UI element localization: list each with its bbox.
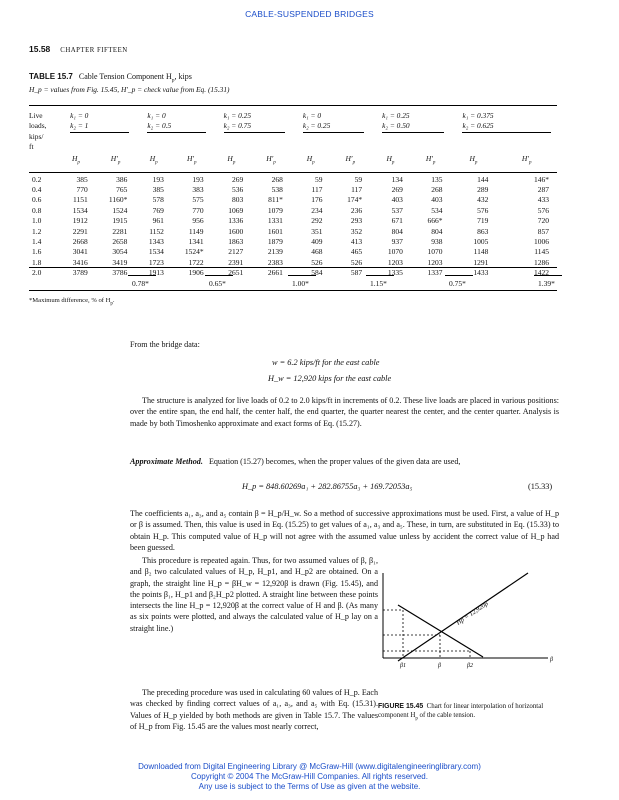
group-k2: k₂ = 0.75 [224, 121, 285, 132]
group-header [56, 108, 135, 153]
page-number: 15.58 [29, 44, 51, 54]
footer-line-3: Any use is subject to the Terms of Use as given at the website. [198, 782, 421, 791]
value-cell: 938 [431, 236, 443, 246]
table-row [29, 175, 557, 185]
chapter-label: CHAPTER FIFTEEN [60, 47, 128, 54]
table-row [29, 237, 557, 247]
col-hp [291, 153, 331, 172]
value-cell: 1337 [427, 268, 443, 278]
value-cell: 1915 [112, 216, 128, 226]
value-cell: 576 [477, 205, 489, 215]
label-beta2: β2 [467, 663, 473, 669]
col-hp-prime [330, 153, 370, 172]
value-cell: 3054 [112, 247, 128, 257]
group-k2: k₂ = 0.625 [462, 121, 551, 132]
value-cell: 2661 [267, 268, 283, 278]
live-load-cell: 0.6 [32, 195, 42, 205]
value-cell: 289 [477, 184, 489, 194]
col-head-sub: p [391, 160, 395, 166]
value-cell: 1331 [267, 216, 283, 226]
value-cell: 134 [391, 174, 403, 184]
value-cell: 3416 [72, 257, 88, 267]
caption-sub: p [415, 716, 418, 722]
value-cell: 803 [231, 195, 244, 205]
max-difference-value: 0.78* [132, 279, 149, 288]
value-cell: 587 [350, 268, 363, 278]
value-cell: 3786 [112, 268, 128, 278]
live-load-cell: 1.2 [32, 226, 42, 236]
value-cell: 2127 [228, 247, 244, 257]
table-bottom-rule [29, 290, 557, 291]
footnote-text: *Maximum difference, % of H [29, 297, 111, 304]
value-cell: 863 [477, 226, 489, 236]
equation-w [272, 358, 379, 367]
caption-end: of the cable tension. [417, 712, 476, 719]
value-cell: 1912 [72, 216, 88, 226]
caption-label: FIGURE 15.45 [378, 703, 424, 710]
value-cell: 1433 [473, 268, 489, 278]
value-cell: 1336 [228, 216, 244, 226]
col-head-text: H′ [110, 153, 118, 163]
value-cell: 1203 [427, 257, 443, 267]
paragraph-2: The coefficients a₁, a₃, and a₅ contain β = H_p/H_w. So a method of successive approximations must be used. First, a value of H_p or β is assumed. Then, this value is used in Eq. (15.25) to get values of a₁, a₃ and a₅. These, in turn, are substituted in Eq. (15.33) to obtain H_p. This computed value of H_p will not agree with the assumed value unless by accident the correct value of H_p had been guessed. [130, 509, 559, 552]
col-hp-prime [172, 153, 212, 172]
col-head-sub: p [155, 160, 158, 166]
value-cell: 770 [192, 205, 204, 215]
value-cell: 1160* [108, 195, 128, 205]
table-subtitle: H_p = values from Fig. 15.45, H′_p = check value from Eq. (15.31) [29, 85, 230, 94]
value-cell: 193 [152, 174, 164, 184]
figure-caption [378, 702, 560, 723]
value-cell: 193 [192, 174, 204, 184]
col-head-text: H [71, 153, 78, 163]
max-difference-rule [445, 275, 473, 276]
table-title-sub: p [171, 77, 175, 84]
value-cell: 403 [431, 195, 443, 205]
group-k2: k₂ = 0.5 [147, 121, 205, 132]
table-header-row [29, 108, 557, 153]
value-cell: 1601 [267, 226, 283, 236]
value-cell: 1341 [188, 236, 204, 246]
col-hp-prime [411, 153, 451, 172]
value-cell: 413 [350, 236, 363, 246]
value-cell: 383 [192, 184, 204, 194]
value-cell: 1203 [387, 257, 403, 267]
col-head-sub: p [312, 160, 315, 166]
group-header [450, 108, 557, 153]
col-hp [212, 153, 252, 172]
table-row [29, 195, 557, 205]
value-cell: 671 [391, 216, 403, 226]
col-head-text: H′ [521, 153, 529, 163]
max-difference-value: 1.39* [538, 279, 555, 288]
table-row [29, 247, 557, 257]
value-cell: 575 [192, 195, 204, 205]
table-col-row [29, 153, 557, 172]
value-cell: 1079 [267, 205, 283, 215]
value-cell: 135 [431, 174, 443, 184]
value-cell: 1070 [427, 247, 443, 257]
value-cell: 1534 [148, 247, 164, 257]
equation-number: (15.33) [528, 482, 553, 491]
table-title [29, 72, 192, 84]
col-hp-prime [251, 153, 291, 172]
value-cell: 59 [354, 174, 363, 184]
paragraph-4: The preceding procedure was used in calculating 60 values of H_p. Each was checked by finding correct values of a₁, a₃, and a₅ with Eq. (15.31). Values of H_p yielded by both methods are given in Table 15.7. The values of H_p from Fig. 15.45 are the values most nearly correct, [130, 688, 378, 731]
footnote-end: . [112, 297, 115, 304]
value-cell: 1913 [148, 268, 164, 278]
col-hp-prime [496, 153, 557, 172]
live-load-cell: 1.6 [32, 247, 42, 257]
max-difference-rule [534, 275, 562, 276]
eq3-text: H_p = 848.60269a₁ + 282.86755a₃ + 169.72053a₅ [242, 482, 413, 491]
value-cell: 1006 [534, 236, 549, 246]
value-cell: 1534 [72, 205, 88, 215]
value-cell: 385 [152, 184, 164, 194]
eq-w-text: w = 6.2 kips/ft for the east cable [272, 358, 380, 367]
value-cell: 537 [391, 205, 403, 215]
page-heading [29, 44, 128, 54]
col-head-sub: p [474, 160, 478, 166]
value-cell: 1149 [188, 226, 204, 236]
live-load-cell: 0.4 [32, 184, 42, 194]
col-head-sub: p [117, 160, 121, 166]
row-header-spacer [29, 153, 56, 172]
value-cell: 2281 [112, 226, 128, 236]
footnote-sub: p [110, 301, 113, 307]
value-cell: 1070 [387, 247, 403, 257]
value-cell: 769 [152, 205, 164, 215]
group-k1: k₁ = 0.375 [462, 111, 494, 120]
col-head-text: H [386, 153, 392, 163]
equation-15-33 [242, 482, 412, 491]
value-cell: 956 [192, 216, 204, 226]
row-header-line: Live [29, 111, 43, 120]
row-header [29, 108, 56, 153]
value-cell: 811* [268, 195, 283, 205]
col-head-sub: p [432, 160, 436, 166]
col-hp [56, 153, 96, 172]
value-cell: 117 [351, 184, 363, 194]
value-cell: 1291 [473, 257, 489, 267]
value-cell: 1148 [473, 247, 489, 257]
group-k2: k₂ = 1 [70, 121, 129, 132]
value-cell: 144 [477, 174, 489, 184]
value-cell: 1005 [473, 236, 489, 246]
col-head-text: H′ [266, 153, 274, 163]
group-k2: k₂ = 0.50 [382, 121, 444, 132]
value-cell: 1722 [188, 257, 204, 267]
max-difference-value: 1.00* [292, 279, 309, 288]
col-head-text: H [469, 153, 475, 163]
value-cell: 409 [311, 236, 323, 246]
col-hp [135, 153, 172, 172]
approx-heading: Approximate Method. [130, 457, 203, 466]
value-cell: 937 [391, 236, 403, 246]
table-row [29, 268, 557, 278]
live-load-cell: 1.0 [32, 216, 42, 226]
value-cell: 3789 [72, 268, 88, 278]
value-cell: 576 [537, 205, 549, 215]
value-cell: 2651 [228, 268, 244, 278]
value-cell: 1286 [534, 257, 549, 267]
value-cell: 59 [314, 174, 323, 184]
col-head-sub: p [528, 160, 532, 166]
value-cell: 3041 [72, 247, 88, 257]
cable-tension-table [29, 108, 557, 279]
footer-line-2: Copyright © 2004 The McGraw-Hill Companies. All rights reserved. [191, 772, 428, 781]
value-cell: 268 [271, 174, 283, 184]
max-difference-rule [128, 275, 156, 276]
col-head-sub: p [77, 160, 80, 166]
paragraph-3: This procedure is repeated again. Thus, for two assumed values of β, β₁, and β₂ two calculated values of H_p, H_p1, and H_p2 are obtained. On a graph, the straight line H_p = βH_w = 12,920β is drawn (Fig. 15.45), and the points β₁, H_p1 and β₂H_p2 plotted. A straight line between these points intersects the line H_p = 12,920β at the correct value of H and β. (As many as six points were plotted, and always the calculated value of H_p lay on a straight line.) [130, 556, 378, 633]
row-header-line: ft [29, 142, 34, 152]
table-title-text: Cable Tension Component H [78, 72, 172, 81]
max-difference-rule [366, 275, 394, 276]
value-cell: 526 [311, 257, 323, 267]
value-cell: 268 [431, 184, 443, 194]
value-cell: 719 [477, 216, 489, 226]
col-hp [450, 153, 496, 172]
value-cell: 2291 [72, 226, 88, 236]
value-cell: 804 [391, 226, 403, 236]
paragraph-approx [130, 456, 559, 467]
value-cell: 2139 [267, 247, 283, 257]
approx-text: Equation (15.27) becomes, when the proper values of the given data are used, [208, 457, 461, 466]
table-row [29, 227, 557, 237]
value-cell: 2391 [228, 257, 244, 267]
col-head-text: H′ [186, 153, 195, 163]
col-hp-prime [96, 153, 136, 172]
label-beta: β [438, 663, 441, 669]
max-difference-value: 1.15* [370, 279, 387, 288]
value-cell: 432 [477, 195, 489, 205]
value-cell: 1335 [387, 268, 403, 278]
group-k1: k₁ = 0.25 [382, 111, 410, 120]
value-cell: 174* [347, 195, 363, 205]
value-cell: 804 [431, 226, 443, 236]
value-cell: 578 [152, 195, 164, 205]
value-cell: 1524 [112, 205, 128, 215]
value-cell: 176 [311, 195, 323, 205]
group-k2: k₂ = 0.25 [303, 121, 364, 132]
value-cell: 1145 [534, 247, 549, 257]
table-top-rule [29, 105, 557, 106]
table-title-unit: , kips [174, 72, 192, 81]
live-load-cell: 1.8 [32, 257, 42, 267]
value-cell: 269 [231, 174, 244, 184]
value-cell: 465 [350, 247, 363, 257]
table-data-bottom-rule [29, 267, 557, 268]
value-cell: 351 [311, 226, 323, 236]
table-row [29, 206, 557, 216]
value-cell: 3419 [112, 257, 128, 267]
group-header [212, 108, 291, 153]
value-cell: 269 [391, 184, 403, 194]
group-header [135, 108, 211, 153]
group-k1: k₁ = 0 [302, 111, 322, 120]
footer [0, 762, 619, 792]
table-label: TABLE 15.7 [29, 72, 73, 81]
value-cell: 765 [116, 184, 128, 194]
value-cell: 584 [311, 268, 323, 278]
group-k1: k₁ = 0.25 [223, 111, 252, 120]
value-cell: 293 [350, 216, 363, 226]
table-row [29, 185, 557, 195]
value-cell: 1524* [184, 247, 204, 257]
value-cell: 1863 [228, 236, 244, 246]
max-difference-rule [205, 275, 233, 276]
value-cell: 1723 [148, 257, 164, 267]
figure-15-45 [378, 565, 560, 673]
value-cell: 534 [431, 205, 443, 215]
label-beta-axis: β [550, 657, 553, 663]
value-cell: 666* [427, 216, 443, 226]
value-cell: 1151 [73, 195, 88, 205]
live-load-cell: 0.8 [32, 205, 42, 215]
value-cell: 117 [311, 184, 323, 194]
max-difference-rule [288, 275, 316, 276]
value-cell: 385 [76, 174, 88, 184]
col-head-text: H [306, 153, 313, 163]
group-k1: k₁ = 0 [147, 111, 166, 120]
value-cell: 536 [231, 184, 244, 194]
label-beta1: β1 [400, 663, 406, 669]
caption-text: Chart for linear interpolation of horizontal component H [378, 703, 544, 719]
value-cell: 352 [350, 226, 363, 236]
value-cell: 961 [152, 216, 164, 226]
value-cell: 2383 [267, 257, 283, 267]
running-header: CABLE-SUSPENDED BRIDGES [245, 9, 374, 19]
value-cell: 292 [311, 216, 323, 226]
value-cell: 236 [350, 205, 363, 215]
footer-line-1[interactable]: Downloaded from Digital Engineering Library @ McGraw-Hill (www.digitalengineeringlibrary.com) [138, 762, 481, 771]
value-cell: 468 [311, 247, 323, 257]
max-difference-value: 0.75* [449, 279, 466, 288]
col-head-sub: p [232, 160, 236, 166]
value-cell: 234 [311, 205, 323, 215]
paragraph-1: The structure is analyzed for live loads of 0.2 to 2.0 kips/ft in increments of 0.2. These live loads are placed in various positions: over the entire span, the end half, the center half, the end quarter, the quarter nearest the center, and the center quarter. Analysis is made by both Timoshenko approximate and exact forms of Eq. (15.27). [130, 396, 559, 428]
intro-text: From the bridge data: [130, 340, 200, 349]
eq-hw-text: H_w = 12,920 kips for the east cable [268, 374, 392, 383]
live-load-cell: 0.2 [32, 174, 42, 184]
row-header-line: kips/ [29, 131, 44, 141]
value-cell: 1152 [149, 226, 164, 236]
value-cell: 403 [391, 195, 403, 205]
value-cell: 1600 [228, 226, 244, 236]
value-cell: 146* [534, 174, 549, 184]
equation-hw [268, 374, 391, 383]
value-cell: 1906 [188, 268, 204, 278]
live-load-cell: 2.0 [32, 268, 42, 278]
row-header-line: loads, [29, 121, 47, 131]
table-row [29, 216, 557, 226]
live-load-cell: 1.4 [32, 236, 42, 246]
value-cell: 386 [116, 174, 128, 184]
col-head-text: H′ [345, 153, 353, 163]
col-head-text: H [149, 153, 156, 163]
col-hp [370, 153, 411, 172]
value-cell: 857 [537, 226, 549, 236]
group-header [291, 108, 370, 153]
value-cell: 433 [537, 195, 549, 205]
col-head-text: H′ [425, 153, 433, 163]
group-k1: k₁ = 0 [70, 111, 89, 120]
col-head-text: H [227, 153, 233, 163]
col-head-sub: p [273, 160, 276, 166]
value-cell: 1879 [267, 236, 283, 246]
table-footnote [29, 297, 115, 306]
value-cell: 538 [271, 184, 283, 194]
col-head-sub: p [194, 160, 197, 166]
group-header [370, 108, 450, 153]
value-cell: 2658 [112, 236, 128, 246]
value-cell: 720 [537, 216, 549, 226]
label-hp-line: Hp = 12,920β [455, 600, 490, 627]
value-cell: 287 [537, 184, 549, 194]
max-difference-value: 0.65* [209, 279, 226, 288]
value-cell: 2668 [72, 236, 88, 246]
value-cell: 1069 [228, 205, 244, 215]
col-head-sub: p [352, 160, 356, 166]
value-cell: 1422 [534, 268, 549, 278]
value-cell: 526 [350, 257, 363, 267]
value-cell: 1343 [148, 236, 164, 246]
value-cell: 770 [76, 184, 88, 194]
